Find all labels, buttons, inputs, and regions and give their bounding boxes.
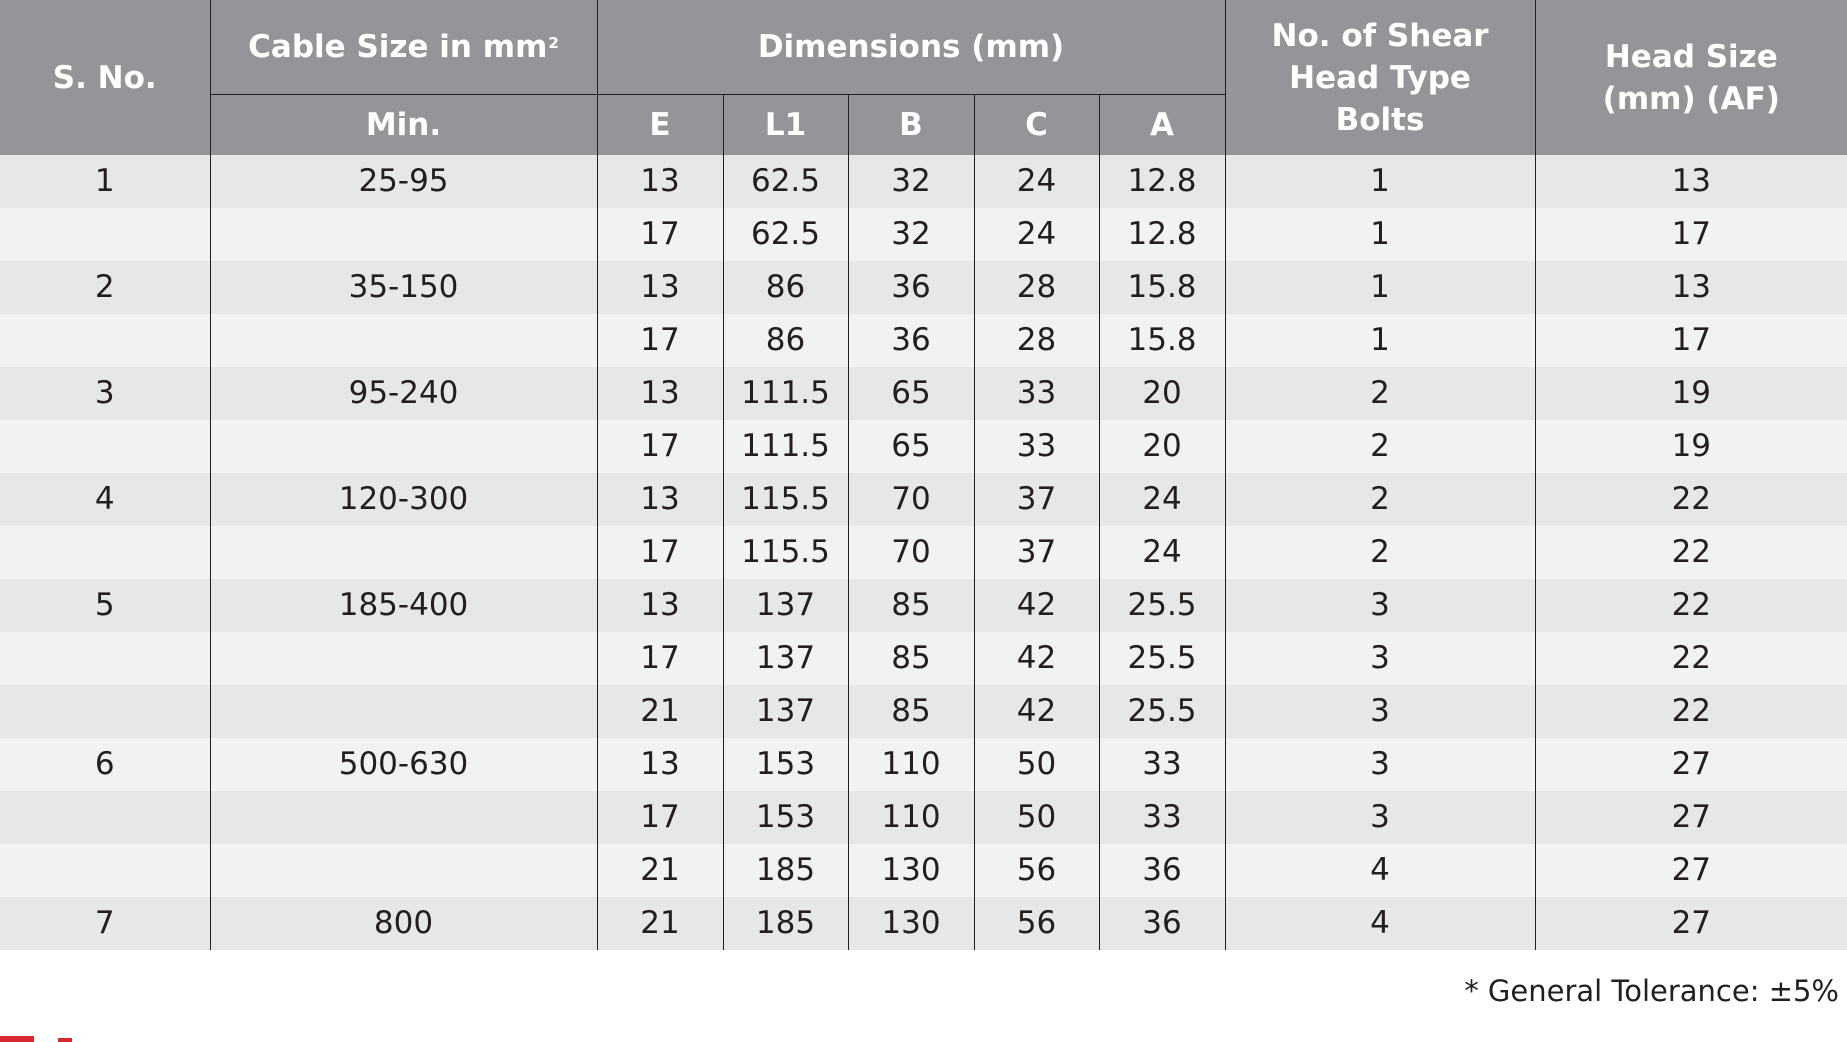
cell-bolts: 2 [1225, 473, 1535, 526]
cell-sno: 2 [0, 261, 210, 314]
header-l1: L1 [723, 95, 848, 156]
cell-c: 33 [974, 367, 1099, 420]
cell-b: 36 [848, 314, 974, 367]
cell-cable-size [210, 844, 597, 897]
cell-sno [0, 632, 210, 685]
cell-bolts: 1 [1225, 208, 1535, 261]
cell-b: 70 [848, 526, 974, 579]
cell-e: 17 [597, 420, 723, 473]
cell-a: 15.8 [1099, 261, 1225, 314]
cell-head-size: 22 [1535, 526, 1847, 579]
cell-cable-size [210, 632, 597, 685]
table-row [0, 473, 1847, 526]
cell-c: 37 [974, 526, 1099, 579]
table-row [0, 685, 1847, 738]
header-c: C [974, 95, 1099, 156]
cell-c: 33 [974, 420, 1099, 473]
cell-sno: 5 [0, 579, 210, 632]
cell-cable-size: 800 [210, 897, 597, 950]
cell-a: 15.8 [1099, 314, 1225, 367]
cell-c: 42 [974, 632, 1099, 685]
cell-l1: 185 [723, 844, 848, 897]
cell-e: 13 [597, 155, 723, 208]
cell-sno [0, 208, 210, 261]
cell-cable-size [210, 314, 597, 367]
cell-head-size: 17 [1535, 314, 1847, 367]
cell-head-size: 13 [1535, 261, 1847, 314]
table-row [0, 420, 1847, 473]
cell-b: 130 [848, 844, 974, 897]
cell-l1: 185 [723, 897, 848, 950]
table-row [0, 632, 1847, 685]
cell-sno [0, 526, 210, 579]
cell-a: 33 [1099, 738, 1225, 791]
cell-head-size: 22 [1535, 473, 1847, 526]
cell-cable-size: 35-150 [210, 261, 597, 314]
cell-e: 17 [597, 632, 723, 685]
cell-cable-size [210, 791, 597, 844]
cell-l1: 86 [723, 261, 848, 314]
cell-c: 28 [974, 261, 1099, 314]
cell-a: 25.5 [1099, 579, 1225, 632]
table-row [0, 844, 1847, 897]
cell-head-size: 17 [1535, 208, 1847, 261]
cell-head-size: 22 [1535, 579, 1847, 632]
cell-bolts: 3 [1225, 632, 1535, 685]
cell-cable-size: 185-400 [210, 579, 597, 632]
cell-l1: 115.5 [723, 526, 848, 579]
cell-cable-size [210, 685, 597, 738]
cell-b: 32 [848, 155, 974, 208]
brand-mark-secondary [58, 1038, 72, 1042]
table-row [0, 579, 1847, 632]
table-row [0, 738, 1847, 791]
cell-l1: 137 [723, 632, 848, 685]
cell-b: 65 [848, 420, 974, 473]
cell-cable-size: 25-95 [210, 155, 597, 208]
cell-e: 21 [597, 897, 723, 950]
cell-c: 56 [974, 844, 1099, 897]
cell-a: 20 [1099, 420, 1225, 473]
cell-bolts: 1 [1225, 261, 1535, 314]
cell-cable-size [210, 208, 597, 261]
cell-l1: 111.5 [723, 420, 848, 473]
cell-a: 24 [1099, 473, 1225, 526]
cell-a: 12.8 [1099, 155, 1225, 208]
cell-e: 17 [597, 526, 723, 579]
cell-sno: 7 [0, 897, 210, 950]
cell-l1: 86 [723, 314, 848, 367]
cell-b: 110 [848, 738, 974, 791]
cell-bolts: 2 [1225, 367, 1535, 420]
cell-bolts: 3 [1225, 738, 1535, 791]
cell-bolts: 4 [1225, 897, 1535, 950]
cell-e: 13 [597, 261, 723, 314]
table-row [0, 791, 1847, 844]
cell-head-size: 22 [1535, 685, 1847, 738]
cell-l1: 137 [723, 579, 848, 632]
header-bolts: No. of Shear Head Type Bolts [1225, 0, 1535, 155]
cell-c: 24 [974, 155, 1099, 208]
cell-a: 12.8 [1099, 208, 1225, 261]
cell-b: 110 [848, 791, 974, 844]
header-b: B [848, 95, 974, 156]
table-row [0, 897, 1847, 950]
cell-e: 17 [597, 791, 723, 844]
cell-a: 24 [1099, 526, 1225, 579]
cell-l1: 153 [723, 791, 848, 844]
header-min: Min. [210, 95, 597, 156]
cell-b: 85 [848, 685, 974, 738]
general-tolerance-note: * General Tolerance: ±5% [1464, 974, 1839, 1008]
cell-cable-size [210, 526, 597, 579]
cell-c: 50 [974, 791, 1099, 844]
cell-cable-size: 120-300 [210, 473, 597, 526]
cell-bolts: 2 [1225, 420, 1535, 473]
cell-a: 20 [1099, 367, 1225, 420]
cell-head-size: 19 [1535, 367, 1847, 420]
cell-bolts: 1 [1225, 314, 1535, 367]
table-row [0, 314, 1847, 367]
cell-a: 25.5 [1099, 632, 1225, 685]
cell-sno [0, 314, 210, 367]
cell-a: 36 [1099, 897, 1225, 950]
cell-sno [0, 420, 210, 473]
cell-bolts: 1 [1225, 155, 1535, 208]
cell-sno [0, 844, 210, 897]
cell-cable-size [210, 420, 597, 473]
cell-e: 13 [597, 579, 723, 632]
cell-e: 13 [597, 473, 723, 526]
cell-bolts: 3 [1225, 791, 1535, 844]
cell-cable-size: 95-240 [210, 367, 597, 420]
cell-b: 65 [848, 367, 974, 420]
cell-sno [0, 791, 210, 844]
cell-sno: 6 [0, 738, 210, 791]
cell-c: 24 [974, 208, 1099, 261]
cell-l1: 153 [723, 738, 848, 791]
table-row [0, 208, 1847, 261]
cell-c: 37 [974, 473, 1099, 526]
cell-l1: 62.5 [723, 155, 848, 208]
cell-l1: 137 [723, 685, 848, 738]
cell-bolts: 4 [1225, 844, 1535, 897]
cell-cable-size: 500-630 [210, 738, 597, 791]
cell-b: 85 [848, 579, 974, 632]
cell-e: 13 [597, 738, 723, 791]
header-cable-size-label: Cable Size in mm [248, 29, 548, 65]
header-cable-size [210, 0, 597, 95]
cell-sno [0, 685, 210, 738]
table-row [0, 155, 1847, 208]
cell-a: 33 [1099, 791, 1225, 844]
cell-bolts: 3 [1225, 685, 1535, 738]
cell-bolts: 2 [1225, 526, 1535, 579]
cell-sno: 3 [0, 367, 210, 420]
cell-b: 36 [848, 261, 974, 314]
cell-l1: 62.5 [723, 208, 848, 261]
header-a: A [1099, 95, 1225, 156]
brand-mark [0, 1036, 34, 1042]
table-row [0, 367, 1847, 420]
table-body [0, 155, 1847, 950]
cell-c: 50 [974, 738, 1099, 791]
cell-l1: 111.5 [723, 367, 848, 420]
cell-head-size: 27 [1535, 791, 1847, 844]
cell-b: 85 [848, 632, 974, 685]
cell-a: 25.5 [1099, 685, 1225, 738]
cell-head-size: 27 [1535, 897, 1847, 950]
cell-c: 42 [974, 685, 1099, 738]
cell-b: 70 [848, 473, 974, 526]
cell-a: 36 [1099, 844, 1225, 897]
cell-head-size: 27 [1535, 844, 1847, 897]
table-header [0, 0, 1847, 155]
cell-b: 32 [848, 208, 974, 261]
cell-l1: 115.5 [723, 473, 848, 526]
cell-e: 17 [597, 314, 723, 367]
cell-head-size: 13 [1535, 155, 1847, 208]
header-cable-size-superscript: 2 [548, 34, 559, 52]
cell-b: 130 [848, 897, 974, 950]
cell-sno: 1 [0, 155, 210, 208]
cell-c: 42 [974, 579, 1099, 632]
header-sno: S. No. [0, 0, 210, 155]
cell-head-size: 27 [1535, 738, 1847, 791]
header-head-size: Head Size (mm) (AF) [1535, 0, 1847, 155]
cell-sno: 4 [0, 473, 210, 526]
cell-e: 21 [597, 844, 723, 897]
table-row [0, 261, 1847, 314]
cell-e: 17 [597, 208, 723, 261]
header-dimensions: Dimensions (mm) [597, 0, 1225, 95]
cell-e: 13 [597, 367, 723, 420]
cell-e: 21 [597, 685, 723, 738]
cell-bolts: 3 [1225, 579, 1535, 632]
cell-c: 56 [974, 897, 1099, 950]
header-e: E [597, 95, 723, 156]
cell-head-size: 22 [1535, 632, 1847, 685]
table-row [0, 526, 1847, 579]
cell-c: 28 [974, 314, 1099, 367]
cell-head-size: 19 [1535, 420, 1847, 473]
